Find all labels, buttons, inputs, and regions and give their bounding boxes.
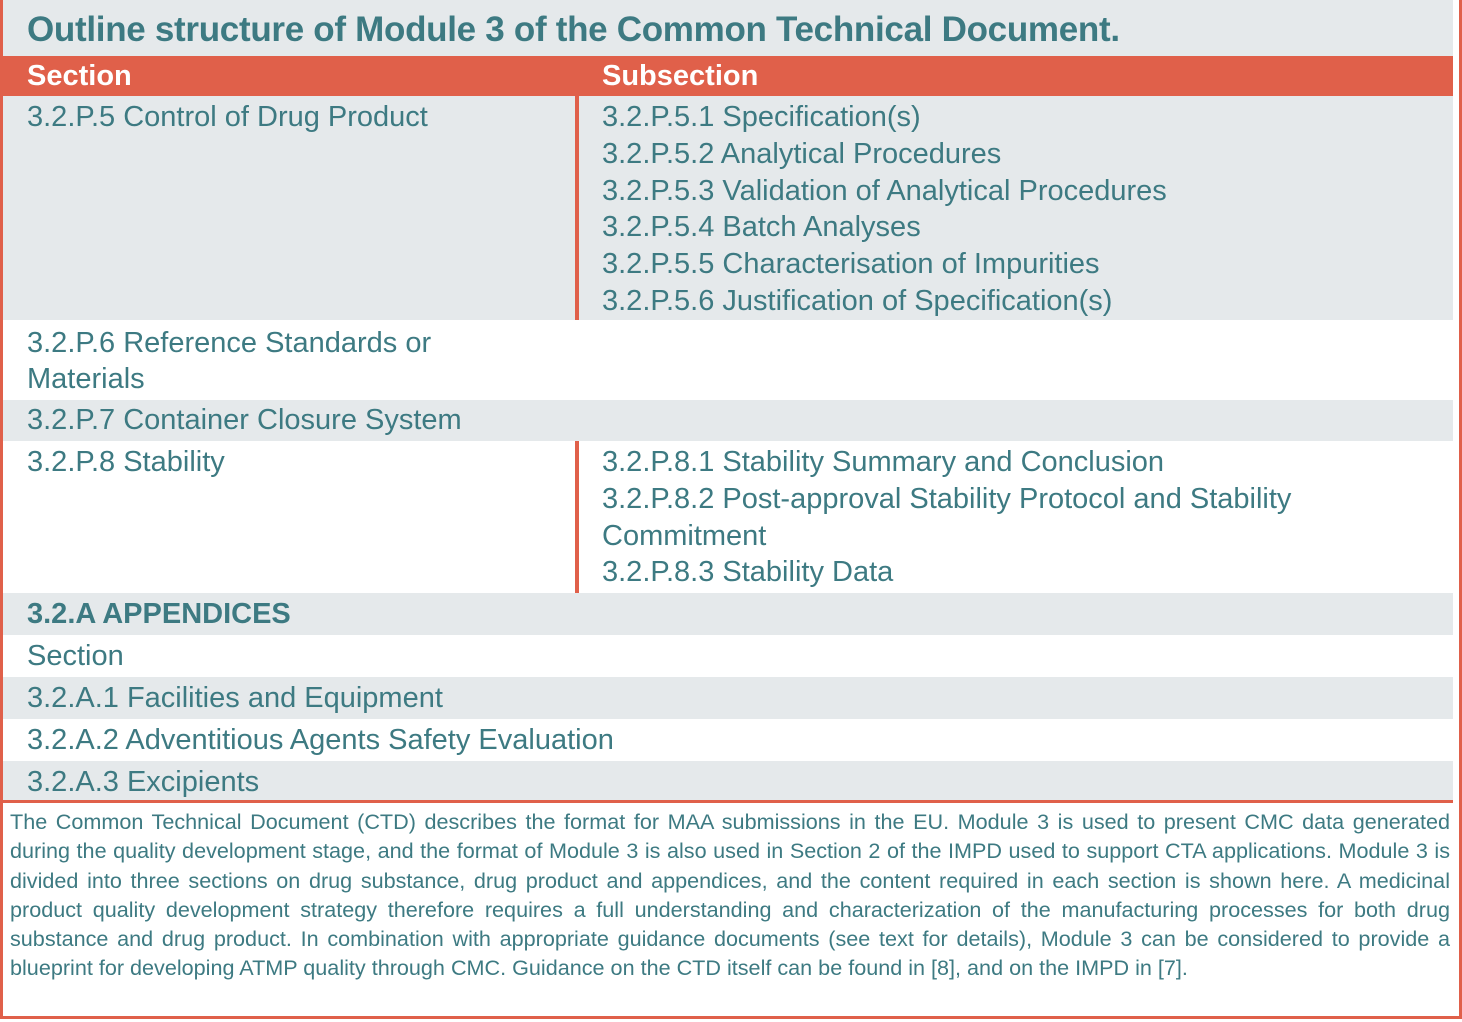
column-divider xyxy=(575,441,579,593)
appendices-section-label: Section xyxy=(27,640,124,672)
subsection-item: 3.2.P.8.2 Post-approval Stability Protocol and Stability xyxy=(602,483,1292,515)
table-row xyxy=(3,719,1453,761)
subsection-item: 3.2.P.8.3 Stability Data xyxy=(602,556,894,588)
subsection-item: 3.2.P.5.5 Characterisation of Impurities xyxy=(602,248,1100,280)
subsection-item: 3.2.P.5.3 Validation of Analytical Procedures xyxy=(602,175,1167,207)
table-header xyxy=(3,56,1453,96)
table-row xyxy=(3,677,1453,719)
row-section-line2: Materials xyxy=(27,363,145,395)
header-section: Section xyxy=(27,60,132,92)
subsection-item: Commitment xyxy=(602,520,767,552)
header-subsection: Subsection xyxy=(602,60,759,92)
table-row xyxy=(3,96,1453,320)
caption-text: The Common Technical Document (CTD) describes the format for MAA submissions in the EU. Module 3 is used to present CMC data generated during the quality development stage, and the format of Module 3 is also used in Section 2 of the IMPD used to support CTA applications. Module 3 is divided into three sections on drug substance, drug product and appendices, and the content required in each section is shown here. A medicinal product quality development strategy therefore requires a full understanding and characterization of the manufacturing processes for both drug substance and drug product. In combination with appropriate guidance documents (see text for details), Module 3 can be considered to provide a blueprint for developing ATMP quality through CMC. Guidance on the CTD itself can be found in [8], and on the IMPD in [7]. xyxy=(10,809,1450,981)
subsection-item: 3.2.P.5.4 Batch Analyses xyxy=(602,211,921,243)
appendix-item: 3.2.A.1 Facilities and Equipment xyxy=(27,682,443,714)
subsection-item: 3.2.P.5.6 Justification of Specification(s) xyxy=(602,285,1113,317)
row-section: 3.2.P.5 Control of Drug Product xyxy=(27,101,428,133)
title-bar xyxy=(3,0,1453,56)
table-title: Outline structure of Module 3 of the Common Technical Document. xyxy=(27,10,1120,49)
table-row xyxy=(3,761,1453,800)
appendices-heading: 3.2.A APPENDICES xyxy=(27,598,291,630)
table-row xyxy=(3,441,1453,593)
appendix-item: 3.2.A.3 Excipients xyxy=(27,766,260,798)
column-divider xyxy=(575,96,579,320)
row-section-line1: 3.2.P.6 Reference Standards or xyxy=(27,327,432,359)
appendix-item: 3.2.A.2 Adventitious Agents Safety Evaluation xyxy=(27,724,614,756)
appendices-section-row xyxy=(3,635,1453,677)
row-section: 3.2.P.8 Stability xyxy=(27,446,225,478)
appendices-heading-row xyxy=(3,593,1453,635)
subsection-item: 3.2.P.5.1 Specification(s) xyxy=(602,101,921,133)
table-row xyxy=(3,400,1453,441)
caption-box xyxy=(3,800,1453,1016)
subsection-item: 3.2.P.5.2 Analytical Procedures xyxy=(602,138,1002,170)
table-row xyxy=(3,320,1453,400)
subsection-item: 3.2.P.8.1 Stability Summary and Conclusion xyxy=(602,446,1165,478)
row-section: 3.2.P.7 Container Closure System xyxy=(27,404,462,436)
